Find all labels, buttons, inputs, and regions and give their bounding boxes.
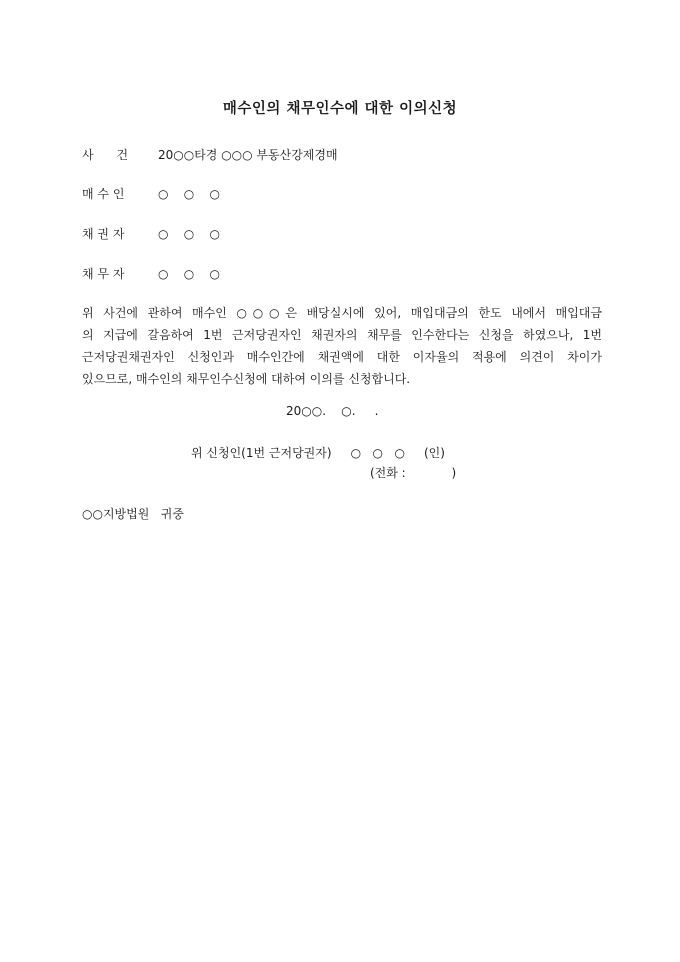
- filing-date: 20○○. ○. .: [286, 404, 379, 418]
- debtor-field-row: [82, 265, 220, 282]
- case-value: 20○○타경 ○○○ 부동산강제경매: [158, 148, 338, 162]
- case-label: 사 건: [82, 148, 129, 162]
- court-addressee: ○○지방법원 귀중: [82, 507, 184, 521]
- creditor-label: 채 권 자: [82, 227, 125, 241]
- body-line: 의 지급에 갈음하여 1번 근저당권자인 채권자의 채무를 인수한다는 신청을 하였으나, 1번: [82, 328, 602, 342]
- document-title: 매수인의 채무인수에 대한 이의신청: [222, 101, 458, 117]
- body-line: 있으므로, 매수인의 채무인수신청에 대하여 이의를 신청합니다.: [82, 372, 411, 386]
- body-line: 위 사건에 관하여 매수인 ○○○은 배당실시에 있어, 매입대금의 한도 내에서 매입대금: [82, 306, 602, 320]
- creditor-field-row: [82, 225, 220, 242]
- buyer-value: ○ ○ ○: [158, 187, 220, 201]
- buyer-label: 매 수 인: [82, 187, 125, 201]
- case-field-row: [82, 146, 338, 163]
- buyer-field-row: [82, 185, 220, 202]
- phone-line: (전화 : ): [370, 466, 457, 480]
- debtor-value: ○ ○ ○: [158, 267, 220, 281]
- applicant-signature-line: 위 신청인(1번 근저당권자) ○ ○ ○ (인): [191, 446, 445, 460]
- creditor-value: ○ ○ ○: [158, 227, 220, 241]
- body-paragraph: [82, 302, 602, 390]
- body-line: 근저당권채권자인 신청인과 매수인간에 채권액에 대한 이자율의 적용에 의견이 차이가: [82, 350, 602, 364]
- debtor-label: 채 무 자: [82, 267, 125, 281]
